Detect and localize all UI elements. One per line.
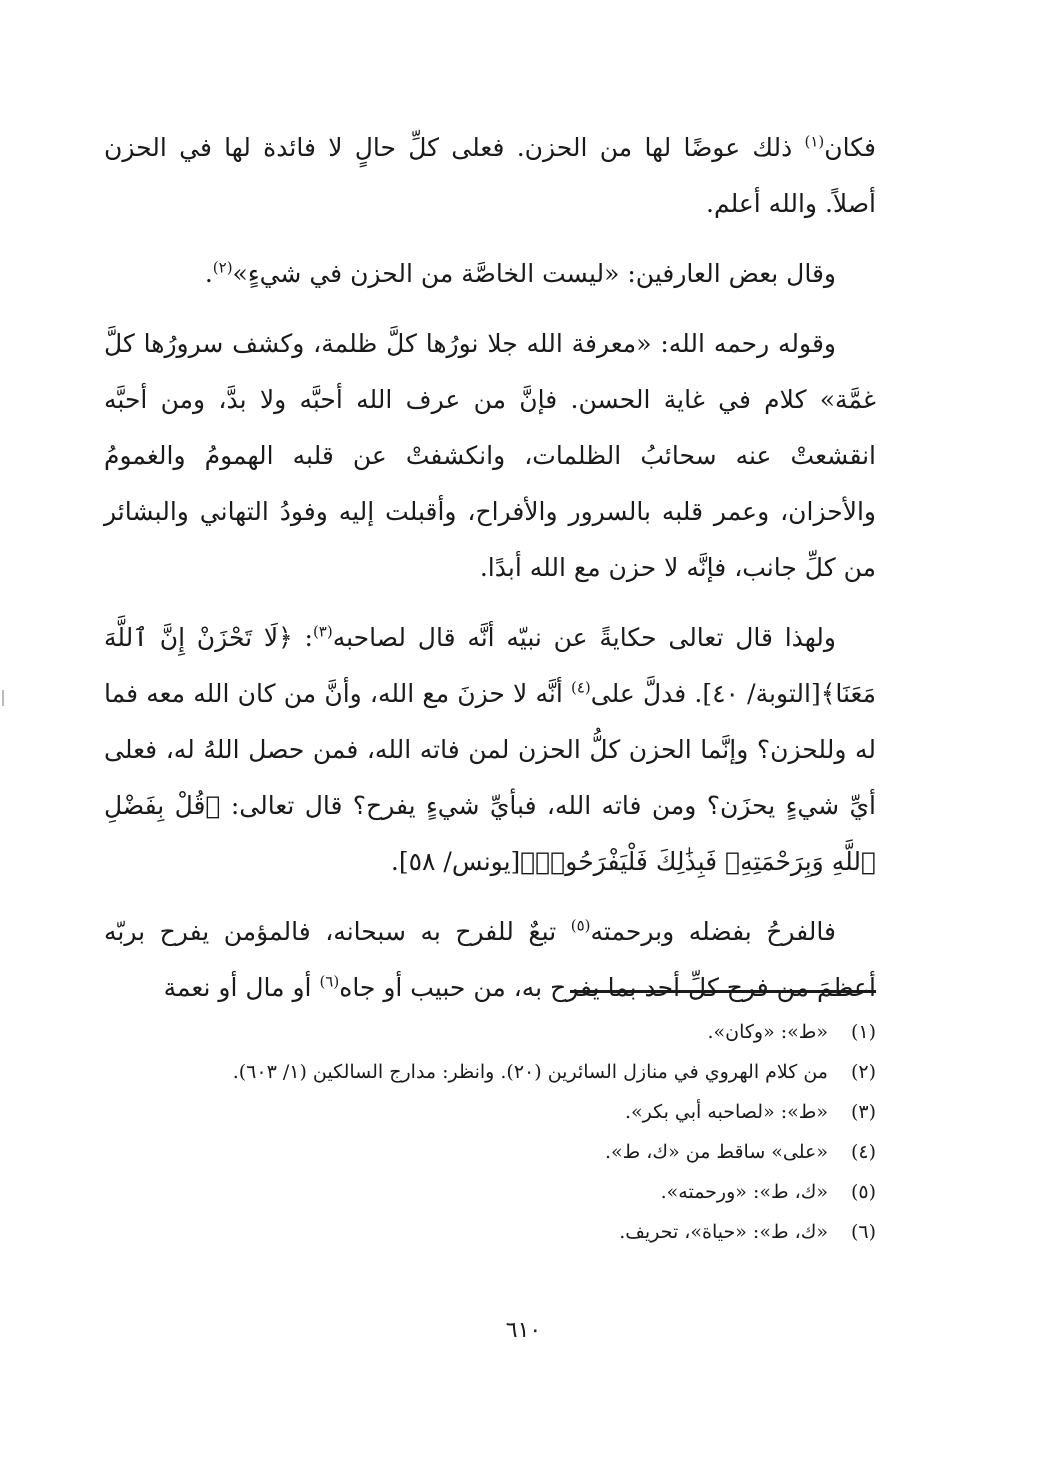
text-span: . فدلَّ على: [590, 679, 703, 708]
text-span: أنَّه لا حزنَ مع الله، وأنَّ من كان الله معه فما له وللحزن؟ وإنَّما الحزن كلُّ الحزن لمن فاته الله، فمن حصل اللهُ له، فعلى أيِّ شيءٍ يحزَن؟ ومن فاته الله، فبأيِّ شيءٍ يفرح؟ قال تعالى:: [104, 679, 876, 820]
footnote-ref-2: (٢): [212, 258, 233, 277]
text-span: .: [204, 259, 213, 288]
footnote-divider: [570, 990, 876, 993]
paragraph-5: [104, 904, 876, 1016]
footnote-number: (٦): [850, 1221, 876, 1243]
text-span: :: [292, 623, 313, 652]
footnote-number: (٤): [850, 1141, 876, 1163]
footnote-text: من كلام الهروي في منازل السائرين (٢٠). وانظر: مدارج السالكين (١/ ٦٠٣).: [232, 1061, 828, 1083]
footnote-item: [104, 1132, 876, 1172]
footnote-item: [104, 1172, 876, 1212]
text-span: ذلك عوضًا لها من الحزن. فعلى كلِّ حالٍ لا فائدة لها في الحزن أصلاً. والله أعلم.: [104, 133, 876, 218]
footnote-item: [104, 1212, 876, 1252]
main-text: [104, 120, 876, 1030]
footnote-item: [104, 1052, 876, 1092]
footnote-text: «ك، ط»: «ورحمته».: [660, 1181, 828, 1203]
footnote-item: [104, 1092, 876, 1132]
verse-reference-1: [التوبة/ ٤٠]: [702, 679, 821, 708]
footnote-number: (٥): [850, 1181, 876, 1203]
text-span: تبعٌ للفرح به سبحانه، فالمؤمن يفرح بربّه أعظمَ من فرح كلِّ أحد بما يفرح به، من حبيب أو جاه: [104, 917, 876, 1002]
verse-reference-2: [يونس/ ٥٨]: [398, 847, 521, 876]
page-number: ٦١٠: [505, 1318, 542, 1343]
text-span: ولهذا قال تعالى حكايةً عن نبيّه أنَّه قال لصاحبه: [332, 623, 837, 652]
footnote-text: «على» ساقط من «ك، ط».: [605, 1141, 828, 1163]
paragraph-3: وقوله رحمه الله: «معرفة الله جلا نورُها كلَّ ظلمة، وكشف سرورُها كلَّ غمَّة» كلام في غاية الحسن. فإنَّ من عرف الله أحبَّه ولا بدَّ، ومن أحبَّه انقشعتْ عنه سحائبُ الظلمات، وانكشفتْ عن قلبه الهمومُ والغمومُ والأحزان، وعمر قلبه بالسرور والأفراح، وأقبلت إليه وفودُ التهاني والبشائر من كلِّ جانب، فإنَّه لا حزن مع الله أبدًا.: [104, 329, 876, 582]
text-span: .: [390, 847, 399, 876]
paragraph-4: [104, 610, 876, 890]
footnote-ref-5: (٥): [570, 916, 591, 935]
text-span: وقال بعض العارفين: «ليست الخاصَّة من الحزن في شيءٍ»: [232, 259, 836, 288]
paragraph-2: [104, 246, 876, 302]
footnote-text: «ك، ط»: «حياة»، تحريف.: [619, 1221, 828, 1243]
footnote-ref-6: (٦): [319, 972, 340, 991]
paragraph-1: [104, 120, 876, 232]
footnote-number: (٣): [850, 1101, 876, 1123]
text-span: فالفرحُ بفضله وبرحمته: [590, 917, 836, 946]
footnote-number: (٢): [850, 1061, 876, 1083]
quran-verse-2: ﴿قُلْ بِفَضْلِ ٱللَّهِ وَبِرَحْمَتِهِۦ فَبِذَٰلِكَ فَلْيَفْرَحُوا۟﴾: [104, 791, 876, 876]
footnote-number: (١): [850, 1021, 876, 1043]
footnote-text: «ط»: «لصاحبه أبي بكر».: [624, 1101, 828, 1123]
footnote-ref-1: (١): [804, 132, 825, 151]
footnote-ref-4: (٤): [570, 678, 591, 697]
footnotes: [104, 1012, 876, 1252]
text-span: أو مال أو نعمة: [163, 973, 320, 1002]
scan-margin-mark: [2, 690, 4, 706]
text-span: فكان: [824, 133, 876, 162]
quran-verse-1: ﴿لَا تَحْزَنْ إِنَّ ٱللَّهَ مَعَنَا﴾: [104, 623, 876, 708]
footnote-ref-3: (٣): [312, 622, 333, 641]
footnote-item: [104, 1012, 876, 1052]
footnote-text: «ط»: «وكان».: [707, 1021, 828, 1043]
